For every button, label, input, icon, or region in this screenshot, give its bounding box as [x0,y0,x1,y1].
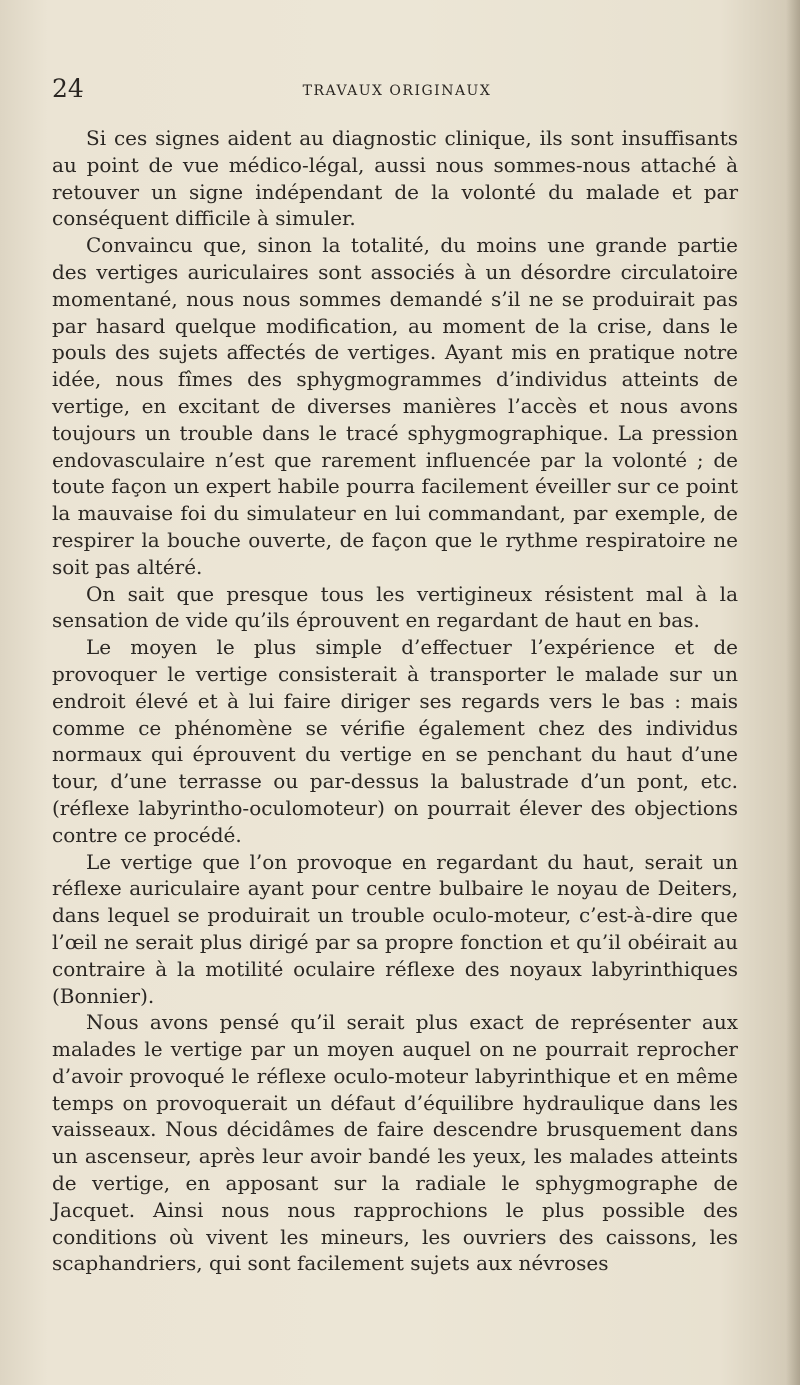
page-number: 24 [52,74,84,103]
paragraph-4: Le moyen le plus simple d’effectuer l’expérience et de provoquer le vertige consisterait à transporter le malade sur un endroit élevé et à lui faire diriger ses regards vers le bas : mais comme ce phénomène se vérifie également chez des individus normaux qui éprouvent du vertige en se penchant du haut d’une tour, d’une terrasse ou par-dessus la balustrade d’un pont, etc. (réflexe labyrintho-oculomoteur) on pourrait élever des objections contre ce procédé. [52,635,738,847]
page-header [52,74,742,108]
paragraph-1: Si ces signes aident au diagnostic clinique, ils sont insuffisants au point de vue médico-légal, aussi nous sommes-nous attaché à retouver un signe indépendant de la volonté du malade et par conséquent difficile à simuler. [52,126,738,231]
paragraph-2: Convaincu que, sinon la totalité, du moins une grande partie des vertiges auriculaires sont associés à un désordre circulatoire momentané, nous nous sommes demandé s’il ne se produirait pas par hasard quelque modification, au moment de la crise, dans le pouls des sujets affectés de vertiges. Ayant mis en pratique notre idée, nous fîmes des sphygmogrammes d’individus atteints de vertige, en excitant de diverses manières l’accès et nous avons toujours un trouble dans le tracé sphygmographique. La pression endovasculaire n’est que rarement influencée par la volonté ; de toute façon un expert habile pourra facilement éveiller sur ce point la mauvaise foi du simulateur en lui commandant, par exemple, de respirer la bouche ouverte, de façon que le rythme respiratoire ne soit pas altéré. [52,233,738,579]
page-edge-shadow [786,0,800,1385]
body-text [52,125,738,1277]
paragraph-3: On sait que presque tous les vertigineux résistent mal à la sensation de vide qu’ils éprouvent en regardant de haut en bas. [52,581,738,633]
paragraph-5: Le vertige que l’on provoque en regardant du haut, serait un réflexe auriculaire ayant pour centre bulbaire le noyau de Deiters, dans lequel se produirait un trouble oculo-moteur, c’est-à-dire que l’œil ne serait plus dirigé par sa propre fonction et qu’il obéirait au contraire à la motilité oculaire réflexe des noyaux labyrinthiques (Bonnier). [52,849,738,1008]
paragraph-6: Nous avons pensé qu’il serait plus exact de représenter aux malades le vertige par un moyen auquel on ne pourrait reprocher d’avoir provoqué le réflexe oculo-moteur labyrinthique et en même temps on provoquerait un défaut d’équilibre hydraulique dans les vaisseaux. Nous décidâmes de faire descendre brusquement dans un ascenseur, après leur avoir bandé les yeux, les malades atteints de vertige, en apposant sur la radiale le sphygmographe de Jacquet. Ainsi nous nous rapprochions le plus possible des conditions où vivent les mineurs, les ouvriers des caissons, les scaphandriers, qui sont facilement sujets aux névroses [52,1010,738,1276]
running-head: TRAVAUX ORIGINAUX [302,83,492,99]
